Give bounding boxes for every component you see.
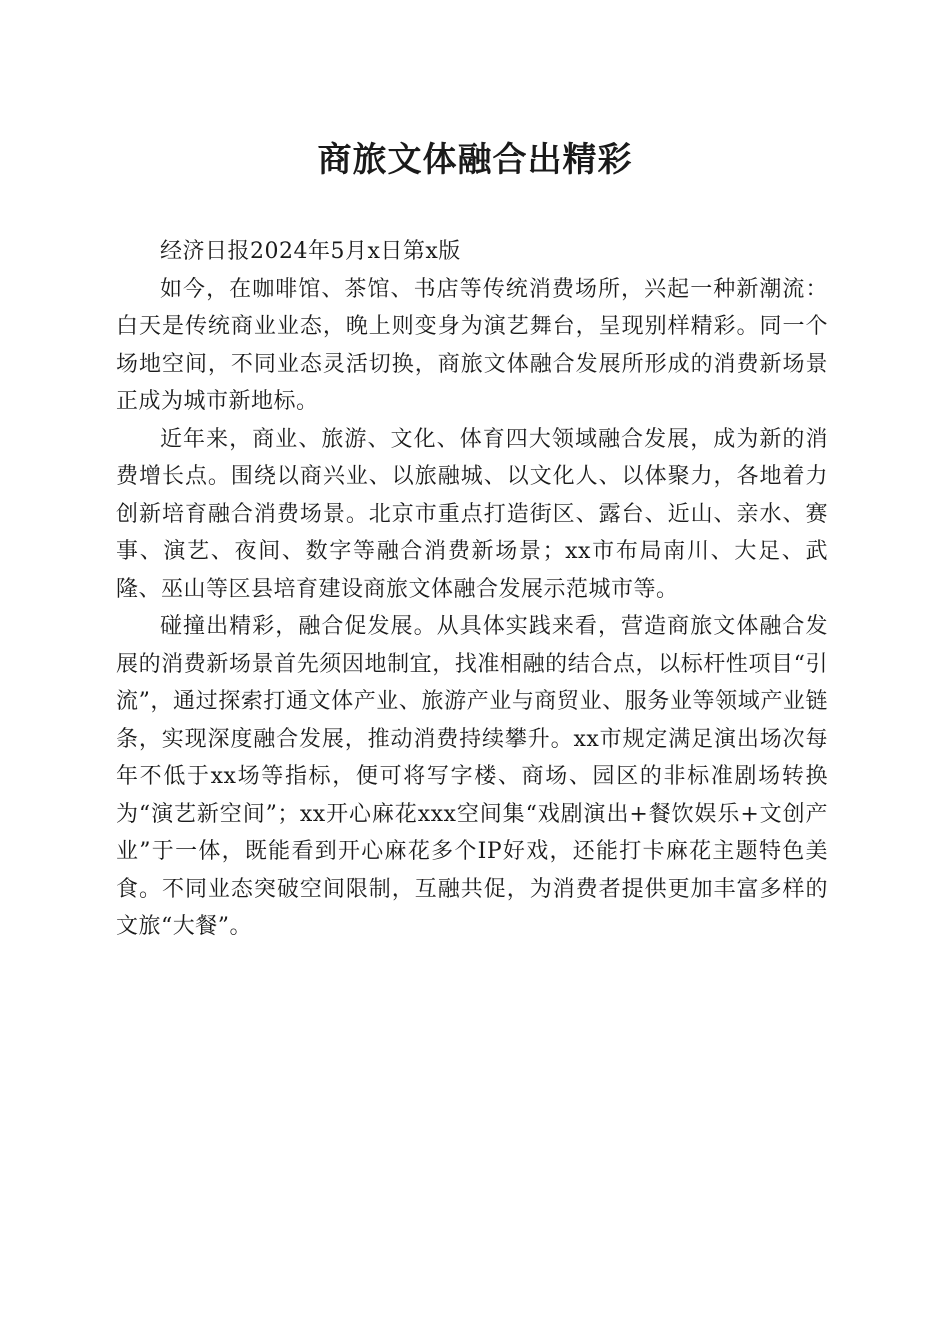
paragraph-3: 碰撞出精彩，融合促发展。从具体实践来看，营造商旅文体融合发展的消费新场景首先须因地制宜，找准相融的结合点，以标杆性项目“引流”，通过探索打通文体产业、旅游产业与商贸业、服务业等领域产业链条，实现深度融合发展，推动消费持续攀升。xx市规定满足演出场次每年不低于xx场等指标，便可将写字楼、商场、园区的非标准剧场转换为“演艺新空间”；xx开心麻花xxx空间集“戏剧演出+餐饮娱乐+文创产业”于一体，既能看到开心麻花多个IP好戏，还能打卡麻花主题特色美食。不同业态突破空间限制，互融共促，为消费者提供更加丰富多样的文旅“大餐”。 [116, 614, 828, 939]
paragraph-1: 如今，在咖啡馆、茶馆、书店等传统消费场所，兴起一种新潮流：白天是传统商业业态，晚上则变身为演艺舞台，呈现别样精彩。同一个场地空间，不同业态灵活切换，商旅文体融合发展所形成的消费新场景正成为城市新地标。 [116, 276, 828, 414]
paragraph-2: 近年来，商业、旅游、文化、体育四大领域融合发展，成为新的消费增长点。围绕以商兴业、以旅融城、以文化人、以体聚力，各地着力创新培育融合消费场景。北京市重点打造街区、露台、近山、亲水、赛事、演艺、夜间、数字等融合消费新场景；xx市布局南川、大足、武隆、巫山等区县培育建设商旅文体融合发展示范城市等。 [116, 426, 828, 602]
article-title: 商旅文体融合出精彩 [317, 140, 633, 180]
source-line: 经济日报2024年5月x日第x版 [160, 239, 461, 264]
article-body [116, 233, 828, 946]
